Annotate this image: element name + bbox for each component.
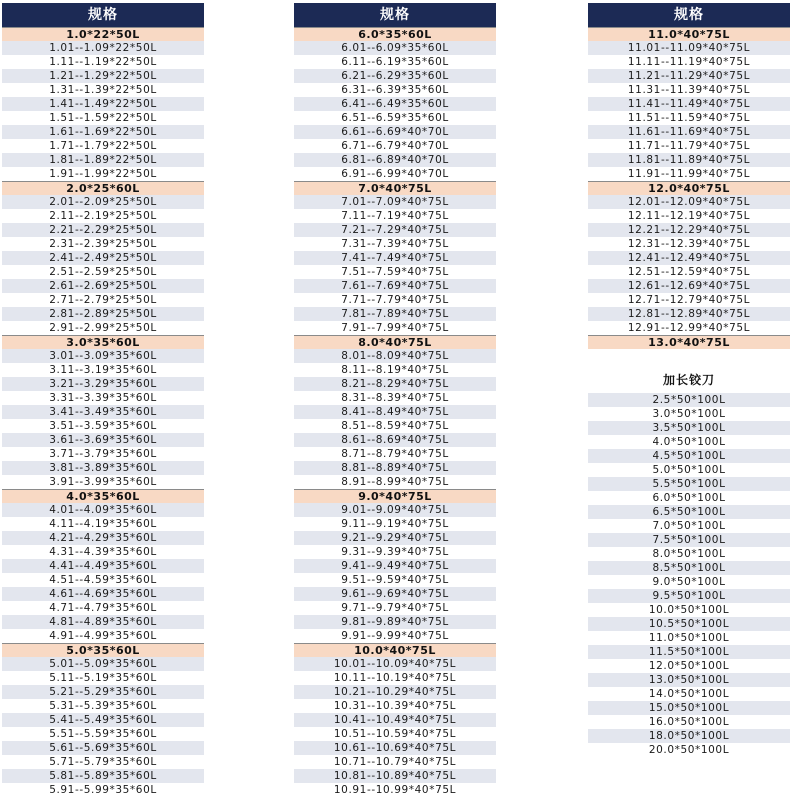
spec-row: 4.91--4.99*35*60L	[2, 629, 204, 643]
spec-row: 9.71--9.79*40*75L	[294, 601, 496, 615]
spec-row: 4.61--4.69*35*60L	[2, 587, 204, 601]
column-header: 规格	[294, 3, 496, 27]
spec-row: 12.81--12.89*40*75L	[588, 307, 790, 321]
spec-row: 1.31--1.39*22*50L	[2, 83, 204, 97]
spec-row: 7.71--7.79*40*75L	[294, 293, 496, 307]
spec-row: 9.11--9.19*40*75L	[294, 517, 496, 531]
subsection-title: 加长铰刀	[662, 373, 715, 387]
spec-row: 2.01--2.09*25*50L	[2, 195, 204, 209]
spec-row: 11.61--11.69*40*75L	[588, 125, 790, 139]
spec-row: 2.71--2.79*25*50L	[2, 293, 204, 307]
spec-row: 1.41--1.49*22*50L	[2, 97, 204, 111]
spec-row: 4.71--4.79*35*60L	[2, 601, 204, 615]
spec-row: 7.41--7.49*40*75L	[294, 251, 496, 265]
spec-row: 10.51--10.59*40*75L	[294, 727, 496, 741]
group-header: 7.0*40*75L	[294, 181, 496, 195]
spec-row: 1.11--1.19*22*50L	[2, 55, 204, 69]
spec-row: 8.31--8.39*40*75L	[294, 391, 496, 405]
spec-row: 6.01--6.09*35*60L	[294, 41, 496, 55]
spec-row: 6.11--6.19*35*60L	[294, 55, 496, 69]
extended-reamer-row: 12.0*50*100L	[588, 659, 790, 673]
spec-row: 5.51--5.59*35*60L	[2, 727, 204, 741]
spec-row: 11.01--11.09*40*75L	[588, 41, 790, 55]
spec-row: 5.71--5.79*35*60L	[2, 755, 204, 769]
column-header: 规格	[2, 3, 204, 27]
spec-row: 3.71--3.79*35*60L	[2, 447, 204, 461]
spec-row: 8.71--8.79*40*75L	[294, 447, 496, 461]
spec-row: 11.11--11.19*40*75L	[588, 55, 790, 69]
spec-row: 4.81--4.89*35*60L	[2, 615, 204, 629]
extended-reamer-row: 9.0*50*100L	[588, 575, 790, 589]
spec-row: 7.61--7.69*40*75L	[294, 279, 496, 293]
spec-row: 5.81--5.89*35*60L	[2, 769, 204, 783]
spec-row: 8.51--8.59*40*75L	[294, 419, 496, 433]
extended-reamer-row: 14.0*50*100L	[588, 687, 790, 701]
spec-row: 10.21--10.29*40*75L	[294, 685, 496, 699]
spec-row: 12.91--12.99*40*75L	[588, 321, 790, 335]
group-header: 5.0*35*60L	[2, 643, 204, 657]
spec-row: 1.71--1.79*22*50L	[2, 139, 204, 153]
spec-row: 6.91--6.99*40*70L	[294, 167, 496, 181]
spec-row: 10.61--10.69*40*75L	[294, 741, 496, 755]
spec-row: 6.51--6.59*35*60L	[294, 111, 496, 125]
spec-row: 1.81--1.89*22*50L	[2, 153, 204, 167]
spec-row: 7.21--7.29*40*75L	[294, 223, 496, 237]
spec-row: 6.71--6.79*40*70L	[294, 139, 496, 153]
spec-row: 3.61--3.69*35*60L	[2, 433, 204, 447]
spec-row: 7.81--7.89*40*75L	[294, 307, 496, 321]
spec-row: 7.51--7.59*40*75L	[294, 265, 496, 279]
spec-row: 8.91--8.99*40*75L	[294, 475, 496, 489]
extended-reamer-row: 8.0*50*100L	[588, 547, 790, 561]
spec-row: 5.41--5.49*35*60L	[2, 713, 204, 727]
spec-row: 4.51--4.59*35*60L	[2, 573, 204, 587]
spec-row: 12.41--12.49*40*75L	[588, 251, 790, 265]
group-header: 11.0*40*75L	[588, 27, 790, 41]
spec-row: 10.81--10.89*40*75L	[294, 769, 496, 783]
spec-row: 12.71--12.79*40*75L	[588, 293, 790, 307]
spec-row: 11.31--11.39*40*75L	[588, 83, 790, 97]
spec-row: 1.91--1.99*22*50L	[2, 167, 204, 181]
spec-row: 2.51--2.59*25*50L	[2, 265, 204, 279]
spec-row: 11.51--11.59*40*75L	[588, 111, 790, 125]
extended-reamer-row: 2.5*50*100L	[588, 393, 790, 407]
spec-row: 2.21--2.29*25*50L	[2, 223, 204, 237]
spec-row: 12.51--12.59*40*75L	[588, 265, 790, 279]
extended-reamer-row: 4.0*50*100L	[588, 435, 790, 449]
spec-row: 11.91--11.99*40*75L	[588, 167, 790, 181]
group-header: 10.0*40*75L	[294, 643, 496, 657]
extended-reamer-row: 3.5*50*100L	[588, 421, 790, 435]
extended-reamer-row: 5.0*50*100L	[588, 463, 790, 477]
spec-row: 7.31--7.39*40*75L	[294, 237, 496, 251]
spec-row: 4.41--4.49*35*60L	[2, 559, 204, 573]
group-header: 2.0*25*60L	[2, 181, 204, 195]
extended-reamer-row: 3.0*50*100L	[588, 407, 790, 421]
extended-reamer-row: 8.5*50*100L	[588, 561, 790, 575]
spec-row: 1.01--1.09*22*50L	[2, 41, 204, 55]
spec-column-2	[294, 3, 496, 797]
spec-row: 8.41--8.49*40*75L	[294, 405, 496, 419]
spec-row: 9.81--9.89*40*75L	[294, 615, 496, 629]
spec-column-1	[2, 3, 204, 797]
spec-row: 6.21--6.29*35*60L	[294, 69, 496, 83]
spec-row: 6.81--6.89*40*70L	[294, 153, 496, 167]
spec-row: 6.41--6.49*35*60L	[294, 97, 496, 111]
spec-row: 10.91--10.99*40*75L	[294, 783, 496, 797]
spec-row: 12.01--12.09*40*75L	[588, 195, 790, 209]
spec-row: 2.61--2.69*25*50L	[2, 279, 204, 293]
spec-row: 3.01--3.09*35*60L	[2, 349, 204, 363]
spec-row: 9.61--9.69*40*75L	[294, 587, 496, 601]
spec-row: 2.41--2.49*25*50L	[2, 251, 204, 265]
spec-row: 7.01--7.09*40*75L	[294, 195, 496, 209]
spec-row: 5.31--5.39*35*60L	[2, 699, 204, 713]
spec-row: 10.41--10.49*40*75L	[294, 713, 496, 727]
spec-row: 1.61--1.69*22*50L	[2, 125, 204, 139]
spec-row: 9.91--9.99*40*75L	[294, 629, 496, 643]
group-header: 12.0*40*75L	[588, 181, 790, 195]
spec-row: 12.11--12.19*40*75L	[588, 209, 790, 223]
spec-row: 12.31--12.39*40*75L	[588, 237, 790, 251]
group-header: 13.0*40*75L	[588, 335, 790, 349]
spec-row: 3.81--3.89*35*60L	[2, 461, 204, 475]
spec-row: 2.11--2.19*25*50L	[2, 209, 204, 223]
spec-row: 9.51--9.59*40*75L	[294, 573, 496, 587]
spec-row: 1.51--1.59*22*50L	[2, 111, 204, 125]
spec-row: 12.21--12.29*40*75L	[588, 223, 790, 237]
spec-row: 3.41--3.49*35*60L	[2, 405, 204, 419]
spec-row: 10.11--10.19*40*75L	[294, 671, 496, 685]
spec-row: 10.31--10.39*40*75L	[294, 699, 496, 713]
spec-row: 9.01--9.09*40*75L	[294, 503, 496, 517]
spec-row: 7.11--7.19*40*75L	[294, 209, 496, 223]
column-header: 规格	[588, 3, 790, 27]
spec-row: 8.81--8.89*40*75L	[294, 461, 496, 475]
extended-reamer-row: 11.0*50*100L	[588, 631, 790, 645]
group-header: 9.0*40*75L	[294, 489, 496, 503]
spec-row: 8.61--8.69*40*75L	[294, 433, 496, 447]
extended-reamer-row: 13.0*50*100L	[588, 673, 790, 687]
group-header: 8.0*40*75L	[294, 335, 496, 349]
spec-row: 2.91--2.99*25*50L	[2, 321, 204, 335]
spec-row: 11.71--11.79*40*75L	[588, 139, 790, 153]
spec-row: 8.11--8.19*40*75L	[294, 363, 496, 377]
group-header: 1.0*22*50L	[2, 27, 204, 41]
spec-row: 4.11--4.19*35*60L	[2, 517, 204, 531]
spec-row: 3.31--3.39*35*60L	[2, 391, 204, 405]
spec-row: 11.81--11.89*40*75L	[588, 153, 790, 167]
spec-row: 11.21--11.29*40*75L	[588, 69, 790, 83]
spec-row: 2.31--2.39*25*50L	[2, 237, 204, 251]
spec-row: 5.11--5.19*35*60L	[2, 671, 204, 685]
extended-reamer-row: 15.0*50*100L	[588, 701, 790, 715]
spec-row: 10.71--10.79*40*75L	[294, 755, 496, 769]
spec-row: 3.51--3.59*35*60L	[2, 419, 204, 433]
spacer	[588, 349, 790, 363]
spec-row: 3.11--3.19*35*60L	[2, 363, 204, 377]
extended-reamer-row: 5.5*50*100L	[588, 477, 790, 491]
spec-row: 9.41--9.49*40*75L	[294, 559, 496, 573]
spec-row: 11.41--11.49*40*75L	[588, 97, 790, 111]
spec-row: 5.61--5.69*35*60L	[2, 741, 204, 755]
extended-reamer-row: 10.0*50*100L	[588, 603, 790, 617]
spec-row: 3.21--3.29*35*60L	[2, 377, 204, 391]
group-header: 4.0*35*60L	[2, 489, 204, 503]
extended-reamer-row: 6.5*50*100L	[588, 505, 790, 519]
extended-reamer-row: 18.0*50*100L	[588, 729, 790, 743]
group-header: 6.0*35*60L	[294, 27, 496, 41]
extended-reamer-row: 16.0*50*100L	[588, 715, 790, 729]
spec-row: 9.31--9.39*40*75L	[294, 545, 496, 559]
spec-row: 5.01--5.09*35*60L	[2, 657, 204, 671]
extended-reamer-row: 6.0*50*100L	[588, 491, 790, 505]
spec-row: 4.01--4.09*35*60L	[2, 503, 204, 517]
extended-reamer-row: 7.5*50*100L	[588, 533, 790, 547]
spec-row: 4.31--4.39*35*60L	[2, 545, 204, 559]
spec-row: 2.81--2.89*25*50L	[2, 307, 204, 321]
spec-row: 6.31--6.39*35*60L	[294, 83, 496, 97]
spec-row: 8.01--8.09*40*75L	[294, 349, 496, 363]
spec-row: 4.21--4.29*35*60L	[2, 531, 204, 545]
spec-column-3	[588, 3, 790, 757]
spec-row: 9.21--9.29*40*75L	[294, 531, 496, 545]
spec-row: 7.91--7.99*40*75L	[294, 321, 496, 335]
spec-row: 6.61--6.69*40*70L	[294, 125, 496, 139]
spec-row: 5.21--5.29*35*60L	[2, 685, 204, 699]
extended-reamer-row: 4.5*50*100L	[588, 449, 790, 463]
extended-reamer-row: 20.0*50*100L	[588, 743, 790, 757]
spec-row: 10.01--10.09*40*75L	[294, 657, 496, 671]
extended-reamer-row: 11.5*50*100L	[588, 645, 790, 659]
group-header: 3.0*35*60L	[2, 335, 204, 349]
spec-row: 3.91--3.99*35*60L	[2, 475, 204, 489]
extended-reamer-row: 10.5*50*100L	[588, 617, 790, 631]
extended-reamer-row: 9.5*50*100L	[588, 589, 790, 603]
spec-row: 8.21--8.29*40*75L	[294, 377, 496, 391]
extended-reamer-row: 7.0*50*100L	[588, 519, 790, 533]
spec-row: 12.61--12.69*40*75L	[588, 279, 790, 293]
spec-row: 5.91--5.99*35*60L	[2, 783, 204, 797]
spec-row: 1.21--1.29*22*50L	[2, 69, 204, 83]
